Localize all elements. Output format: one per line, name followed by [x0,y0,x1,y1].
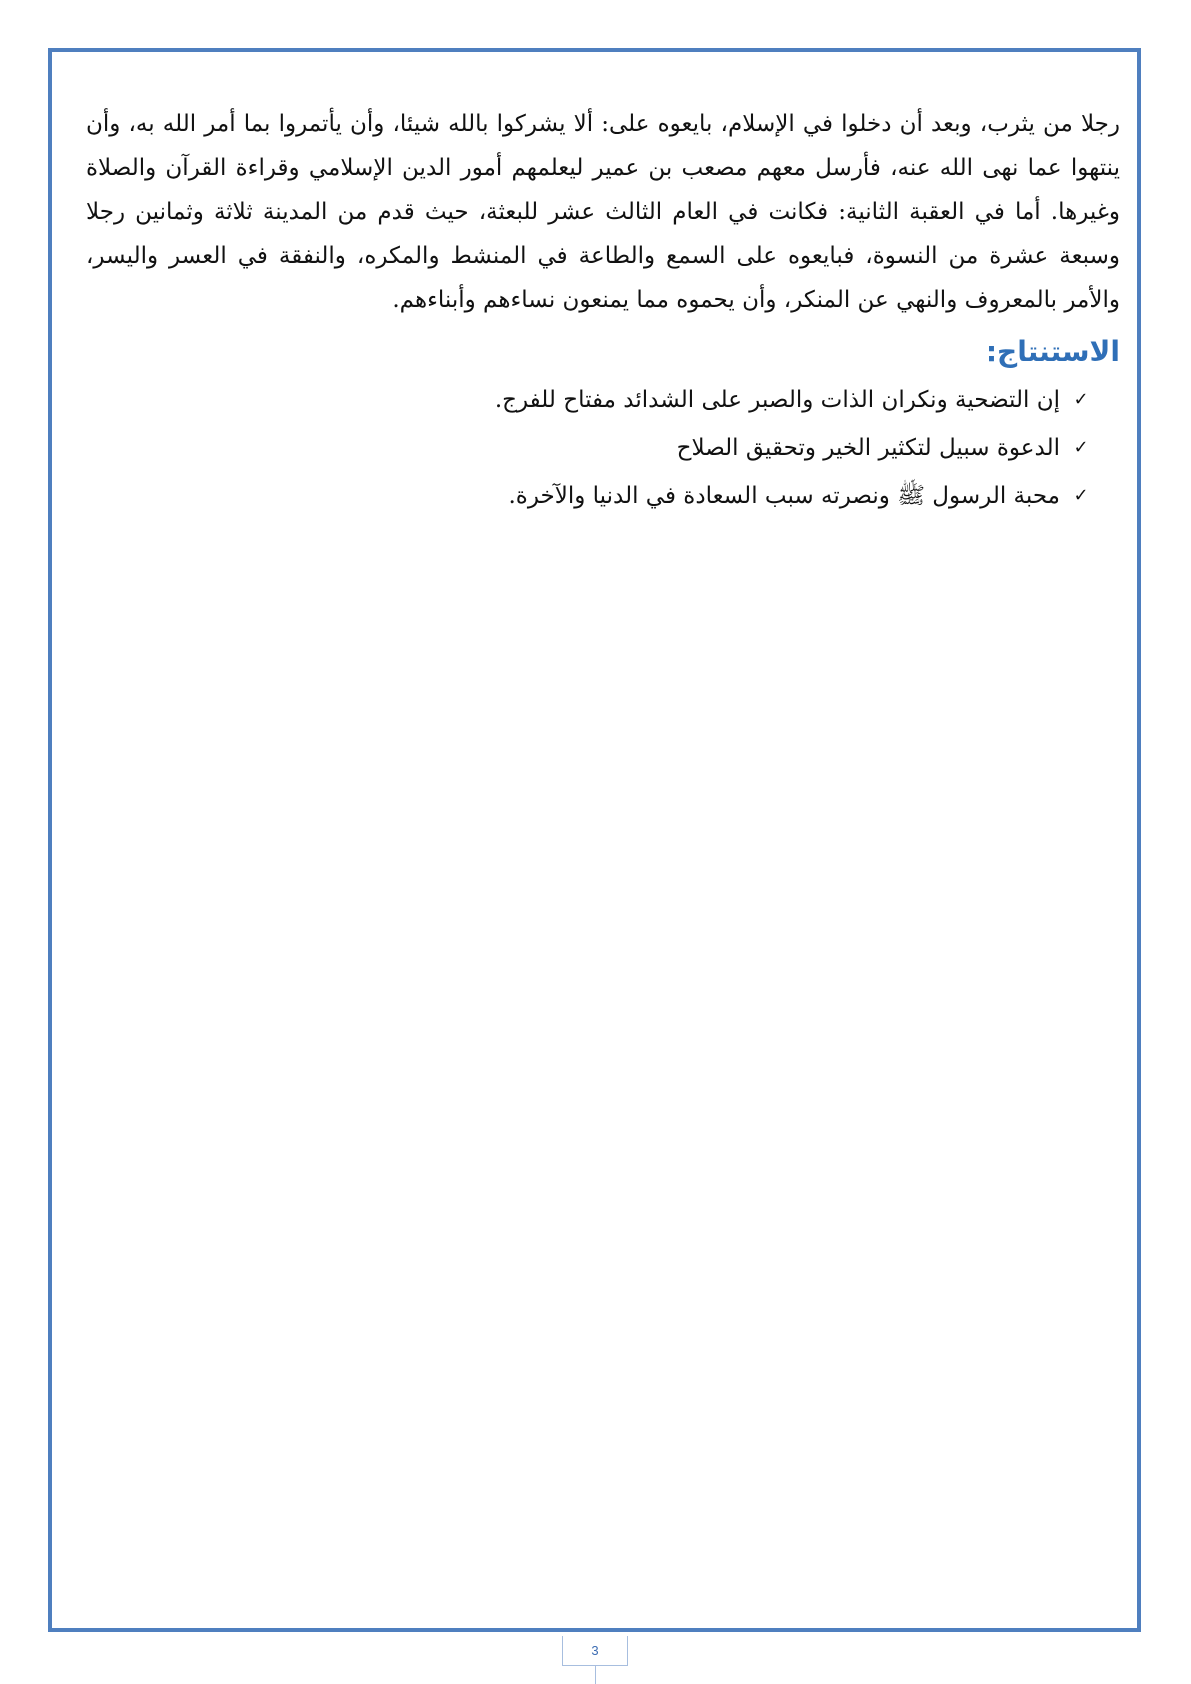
list-item-text: إن التضحية ونكران الذات والصبر على الشدائد مفتاح للفرج. [494,387,1060,413]
list-item [86,472,1090,520]
conclusion-heading: الاستنتاج: [985,335,1120,368]
page-number: 3 [562,1636,628,1666]
list-item [86,376,1090,424]
checkmark-icon: ✓ [1073,437,1089,458]
body-paragraph: رجلا من يثرب، وبعد أن دخلوا في الإسلام، بايعوه على: ألا يشركوا بالله شيئا، وأن يأتمروا بما أمر الله به، وأن ينتهوا عما نهى الله عنه، فأرسل معهم مصعب بن عمير ليعلمهم أمور الدين الإسلامي وقراءة القرآن والصلاة وغيرها. أما في العقبة الثانية: فكانت في العام الثالث عشر للبعثة، حيث قدم من المدينة ثلاثة وثمانين رجلا وسبعة عشرة من النسوة، فبايعوه على السمع والطاعة في المنشط والمكره، والنفقة في العسر واليسر، والأمر بالمعروف والنهي عن المنكر، وأن يحموه مما يمنعون نساءهم وأبناءهم. [86,111,1120,313]
conclusion-list [86,376,1120,520]
checkmark-icon: ✓ [1073,389,1089,410]
list-item-text: الدعوة سبيل لتكثير الخير وتحقيق الصلاح [676,435,1060,461]
list-item-text: محبة الرسول ﷺ ونصرته سبب السعادة في الدنيا والآخرة. [508,483,1060,509]
page-number-connector [595,1666,596,1684]
page-content [86,102,1120,520]
list-item [86,424,1090,472]
checkmark-icon: ✓ [1073,485,1089,506]
